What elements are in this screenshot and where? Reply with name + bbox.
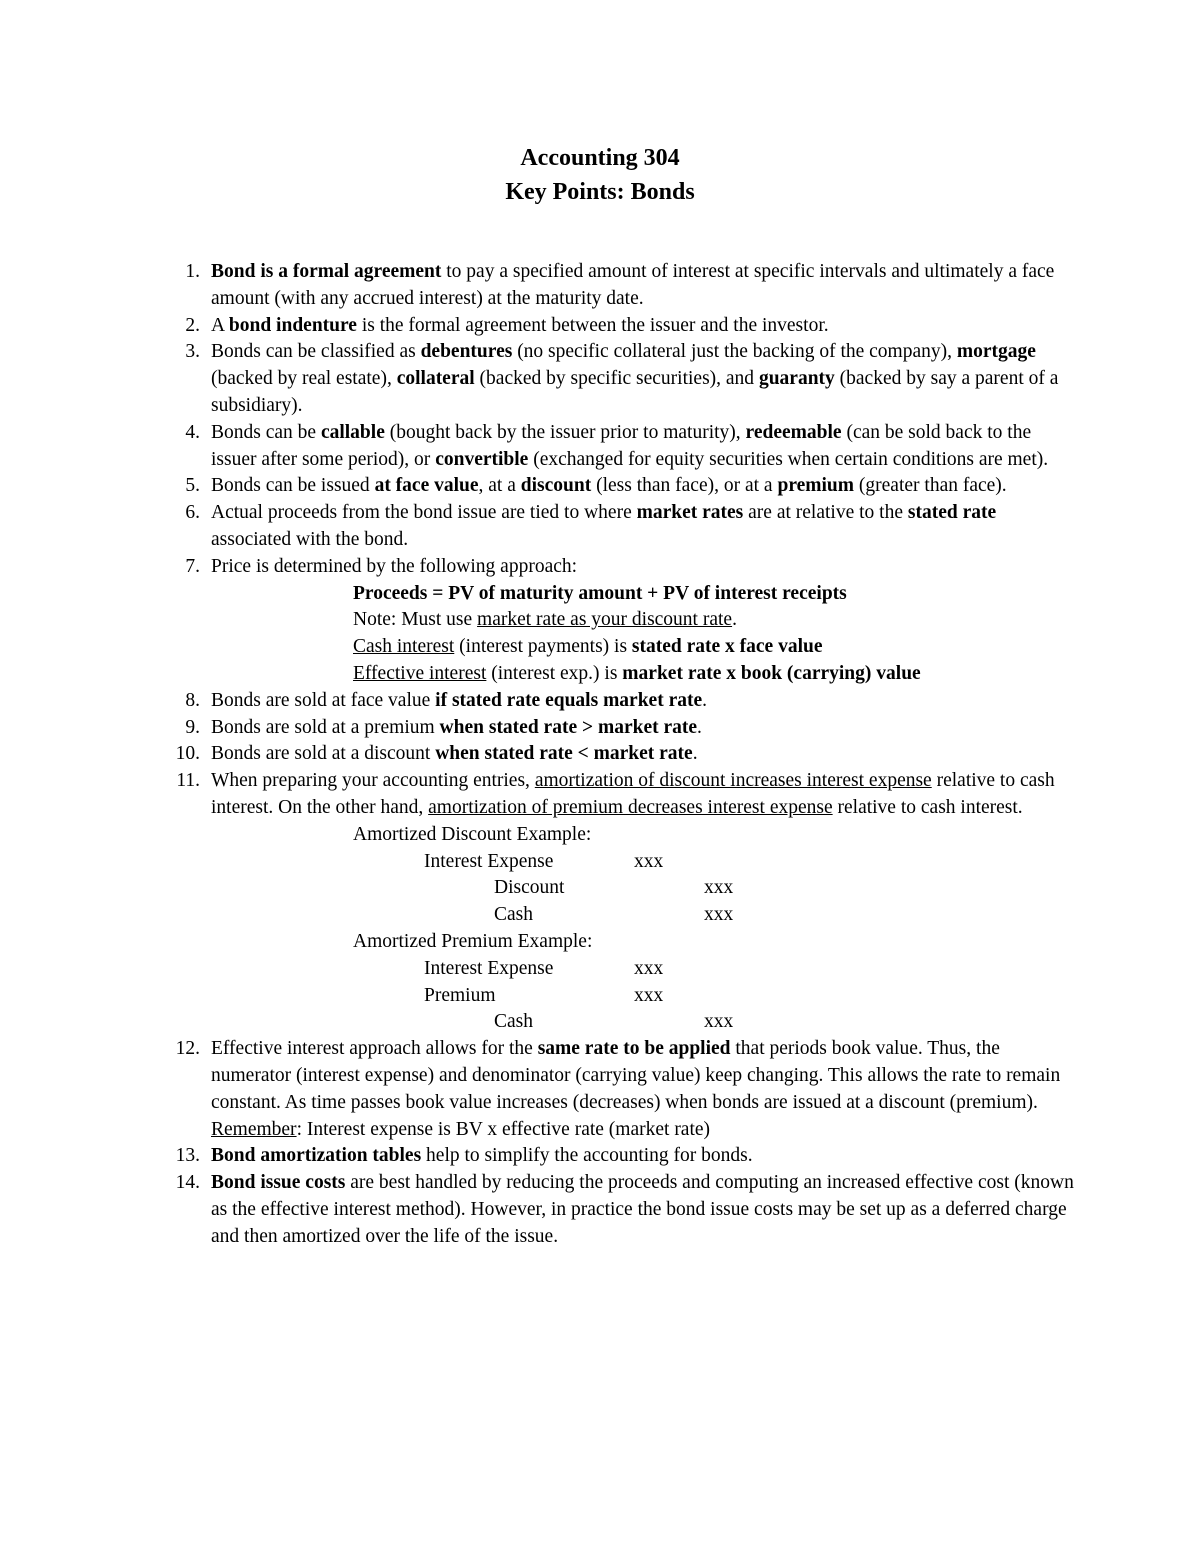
cash-interest-rule: Cash interest (interest payments) is stated rate x face value bbox=[353, 636, 823, 658]
list-item: 7. Price is determined by the following approach: Proceeds = PV of maturity amount + PV of interest receipts Note: Must use market rate as your discount rate. Cash interest (interest payments) is stated rate x face value Effective interest (interest exp.) is market rate x book (carrying) value bbox=[0, 554, 1200, 688]
list-item: 8. Bonds are sold at face value if stated rate equals market rate. bbox=[185, 689, 708, 711]
page-subtitle: Key Points: Bonds bbox=[505, 179, 695, 205]
list-item: 6. Actual proceeds from the bond issue are tied to where market rates are at relative to the stated rate associated with the bond. bbox=[185, 502, 997, 550]
journal-row: Interest Expense xxx bbox=[424, 850, 664, 872]
journal-row: Interest Expense xxx bbox=[424, 957, 664, 979]
list-item: 11. When preparing your accounting entries, amortization of discount increases interest expense relative to cash interest. On the other hand, amortization of premium decreases interest expense relative to cash interest. Amortized Discount Example: Interest Expense xxx Discount xxx Cash xxx Amortized Premium Example: Interest Expense xxx Premium xxx Cash xxx bbox=[0, 768, 1200, 1036]
formula-note: Note: Must use market rate as your discount rate. bbox=[353, 609, 737, 631]
list-item: 3. Bonds can be classified as debentures (no specific collateral just the backing of the company), mortgage (backed by real estate), collateral (backed by specific securities), and guaranty (backed by say a parent of a subsidiary). bbox=[185, 341, 1059, 416]
list-item: 10. Bonds are sold at a discount when stated rate < market rate. bbox=[175, 743, 698, 765]
list-item: 14. Bond issue costs are best handled by reducing the proceeds and computing an increased effective cost (known as the effective interest method). However, in practice the bond issue costs may be set up as a deferred charge and then amortized over the life of the issue. bbox=[175, 1172, 1074, 1247]
premium-example-heading: Amortized Premium Example: bbox=[353, 930, 593, 952]
journal-row: Discount xxx bbox=[494, 877, 734, 899]
key-points-list bbox=[0, 259, 1200, 1250]
list-item: 4. Bonds can be callable (bought back by the issuer prior to maturity), redeemable (can be sold back to the issuer after some period), or convertible (exchanged for equity securities when certain conditions are met). bbox=[185, 421, 1049, 470]
list-item: 13. Bond amortization tables help to simplify the accounting for bonds. bbox=[175, 1145, 753, 1167]
list-item: 12. Effective interest approach allows for the same rate to be applied that periods book value. Thus, the numerator (interest expense) and denominator (carrying value) keep changing. This allows the rate to remain constant. As time passes book value increases (decreases) when bonds are issued at a discount (premium). Remember: Interest expense is BV x effective rate (market rate) bbox=[175, 1038, 1061, 1140]
journal-row: Cash xxx bbox=[494, 904, 734, 926]
journal-row: Premium xxx bbox=[424, 984, 664, 1006]
price-formula: Proceeds = PV of maturity amount + PV of interest receipts bbox=[353, 582, 847, 604]
discount-example-heading: Amortized Discount Example: bbox=[353, 823, 592, 845]
list-item: 9. Bonds are sold at a premium when stated rate > market rate. bbox=[185, 716, 702, 738]
journal-row: Cash xxx bbox=[494, 1011, 734, 1033]
page-title: Accounting 304 bbox=[520, 145, 680, 171]
list-item: 5. Bonds can be issued at face value, at a discount (less than face), or at a premium (greater than face). bbox=[185, 475, 1007, 497]
effective-interest-rule: Effective interest (interest exp.) is market rate x book (carrying) value bbox=[353, 662, 921, 684]
list-item: 1. Bond is a formal agreement to pay a specified amount of interest at specific intervals and ultimately a face amount (with any accrued interest) at the maturity date. bbox=[185, 261, 1055, 309]
list-item: 2. A bond indenture is the formal agreement between the issuer and the investor. bbox=[185, 314, 829, 336]
